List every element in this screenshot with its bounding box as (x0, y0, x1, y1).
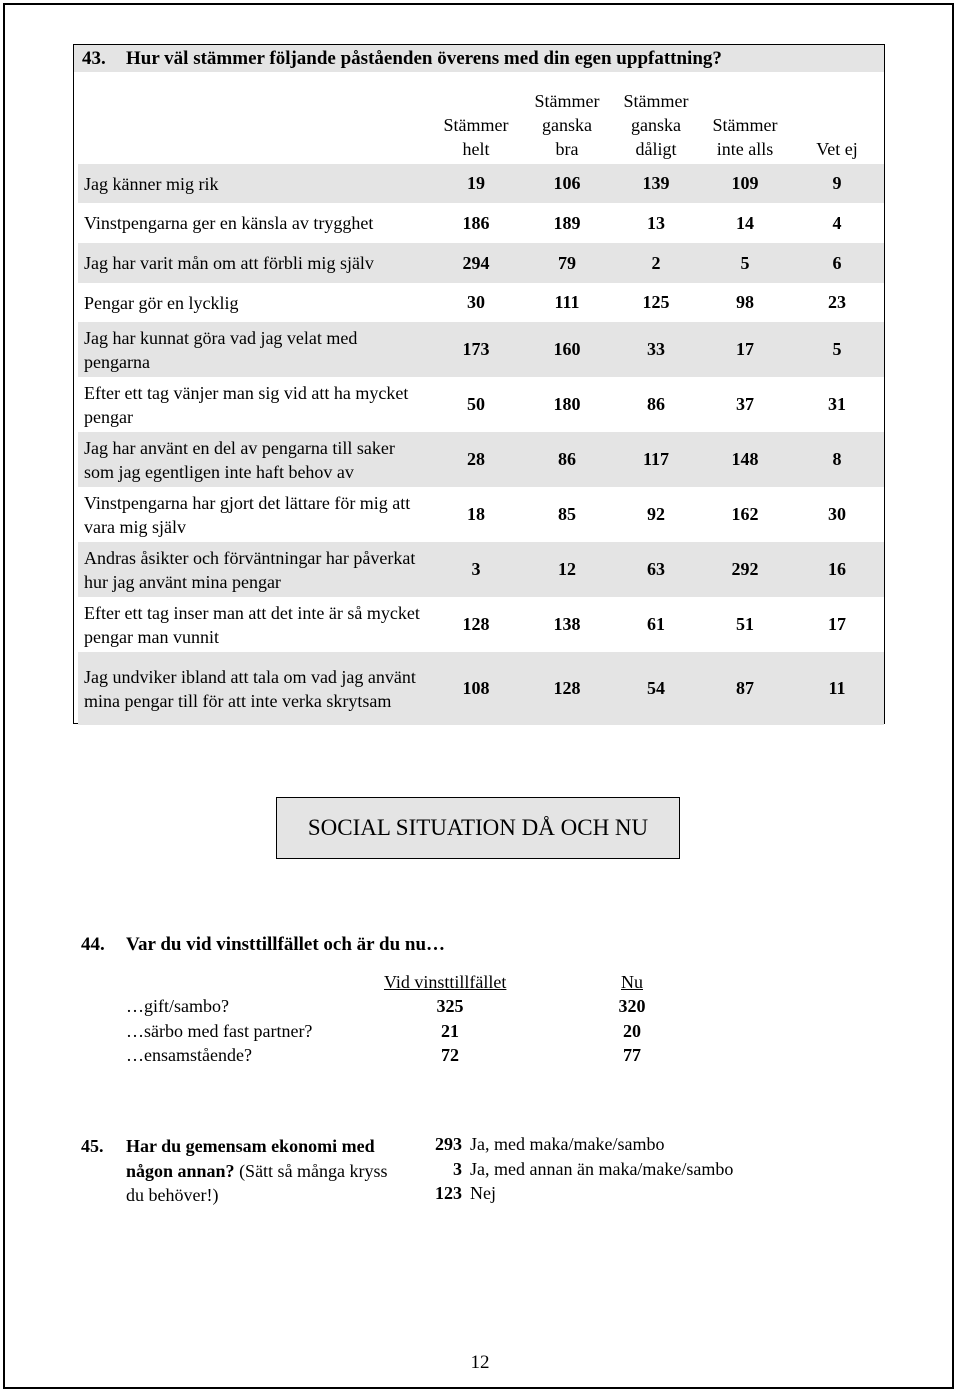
answer-option (420, 1134, 664, 1155)
cell-value: 3 (471, 559, 481, 579)
cell-value: 50 (467, 394, 485, 414)
row-statement: Vinstpengarna har gjort det lättare för mig att vara mig själv (84, 492, 411, 537)
cell-value: 85 (558, 504, 576, 524)
table-row (78, 542, 884, 597)
cell-value: 106 (553, 173, 581, 193)
row-statement: Jag har använt en del av pengarna till saker som jag egentligen inte haft behov av (84, 437, 395, 482)
cell-value: 292 (731, 559, 759, 579)
question-number: 45. (81, 1136, 104, 1156)
column-header-line: Stämmer (712, 115, 778, 135)
question-number: 44. (81, 934, 105, 955)
row-statement: Jag har kunnat göra vad jag velat med pengarna (84, 327, 358, 372)
cell-value: 61 (647, 614, 665, 634)
table-row (78, 377, 884, 432)
cell-value: 139 (642, 173, 670, 193)
row-statement: Jag har varit mån om att förbli mig själv (84, 253, 374, 273)
cell-value: 138 (553, 614, 581, 634)
cell-value: 128 (553, 678, 581, 698)
cell-value: 294 (462, 252, 490, 273)
column-header (428, 113, 524, 161)
cell-value: 79 (558, 252, 576, 273)
column-header-line: helt (462, 139, 490, 159)
column-header-line: ganska (542, 115, 592, 135)
cell-value: 17 (736, 339, 754, 359)
cell-value: 30 (467, 292, 485, 312)
question-43-table (73, 44, 885, 724)
question-number: 43. (82, 48, 106, 69)
table-row (78, 243, 884, 283)
row-statement: Efter ett tag vänjer man sig vid att ha mycket pengar (84, 382, 409, 427)
cell-value: 125 (642, 292, 670, 312)
table-row (78, 283, 884, 322)
cell-value: 128 (462, 614, 490, 634)
cell-value: 30 (828, 504, 846, 524)
answer-option (420, 1183, 496, 1204)
table-row (78, 432, 884, 487)
column-header-line: inte alls (716, 139, 774, 159)
cell-value: 173 (462, 339, 490, 359)
table-row (78, 652, 884, 725)
section-heading: SOCIAL SITUATION DÅ OCH NU (276, 797, 680, 859)
table-row (78, 487, 884, 542)
cell-value: 5 (832, 339, 842, 359)
column-header (519, 89, 615, 161)
cell-value: 162 (731, 504, 759, 524)
cell-value: 109 (731, 173, 759, 193)
table-row (78, 597, 884, 652)
cell-value: 18 (467, 504, 485, 524)
column-header-line: ganska (631, 115, 681, 135)
cell-value: 92 (647, 504, 665, 524)
column-header (697, 113, 793, 161)
column-header-line: Vet ej (816, 139, 858, 159)
column-header-line: bra (555, 139, 579, 159)
cell-value: 160 (553, 339, 581, 359)
page-number: 12 (470, 1352, 490, 1373)
table-row (78, 203, 884, 243)
question-43-title-bar (74, 45, 884, 72)
row-statement: Andras åsikter och förväntningar har påverkat hur jag använt mina pengar (84, 547, 416, 592)
answer-count: 3 (453, 1159, 462, 1179)
answer-count: 123 (435, 1183, 462, 1203)
cell-value: 8 (832, 449, 842, 469)
cell-value: 12 (558, 559, 576, 579)
row-statement: Vinstpengarna ger en känsla av trygghet (84, 213, 374, 233)
cell-value: 98 (736, 292, 754, 312)
cell-value: 63 (647, 559, 665, 579)
cell-value: 16 (828, 559, 846, 579)
row-statement: Efter ett tag inser man att det inte är så mycket pengar man vunnit (84, 602, 420, 647)
cell-value: 148 (731, 449, 759, 469)
cell-value: 117 (642, 449, 669, 469)
table-row (78, 164, 884, 203)
cell-value: 13 (647, 212, 665, 233)
column-header-now: Nu (621, 972, 643, 992)
cell-value: 9 (832, 173, 842, 193)
cell-value: 180 (553, 394, 581, 414)
cell-value: 14 (736, 212, 754, 233)
count-now: 20 (623, 1021, 641, 1041)
cell-value: 6 (832, 252, 842, 273)
table-row (78, 322, 884, 377)
count-now: 320 (618, 996, 646, 1016)
question-title-instruction: (Sätt så många kryss du behöver!) (126, 1160, 388, 1205)
row-statement: Jag undviker ibland att tala om vad jag använt mina pengar till för att inte verka skrytsam (84, 666, 416, 711)
cell-value: 108 (462, 678, 490, 698)
question-title-bold: Har du gemensam ekonomi med någon annan? (126, 1136, 375, 1181)
column-header-line: Stämmer (534, 91, 600, 111)
column-header-then: Vid vinsttillfället (384, 972, 507, 992)
question-45-title (126, 1134, 396, 1208)
count-then: 21 (441, 1021, 459, 1041)
cell-value: 54 (647, 678, 665, 698)
cell-value: 28 (467, 449, 485, 469)
cell-value: 5 (740, 252, 750, 273)
answer-label: Nej (470, 1183, 496, 1203)
cell-value: 87 (736, 678, 754, 698)
cell-value: 86 (647, 394, 665, 414)
answer-option: …ensamstående? (126, 1045, 252, 1065)
cell-value: 11 (828, 678, 846, 698)
column-header-line: dåligt (635, 139, 677, 159)
cell-value: 31 (828, 394, 846, 414)
count-then: 325 (436, 996, 464, 1016)
column-header (608, 89, 704, 161)
answer-label: Ja, med annan än maka/make/sambo (470, 1159, 734, 1179)
cell-value: 86 (558, 449, 576, 469)
cell-value: 23 (828, 292, 846, 312)
answer-option: …särbo med fast partner? (126, 1021, 313, 1041)
answer-option: …gift/sambo? (126, 996, 229, 1016)
cell-value: 111 (554, 292, 580, 312)
cell-value: 4 (832, 212, 842, 233)
count-then: 72 (441, 1045, 459, 1065)
answer-label: Ja, med maka/make/sambo (470, 1134, 665, 1154)
cell-value: 37 (736, 394, 754, 414)
cell-value: 17 (828, 614, 846, 634)
question-title: Hur väl stämmer följande påståenden överens med din egen uppfattning? (126, 48, 722, 69)
cell-value: 51 (736, 614, 754, 634)
answer-option (420, 1159, 733, 1180)
cell-value: 186 (462, 212, 490, 233)
column-header (789, 137, 885, 161)
column-header-line: Stämmer (623, 91, 689, 111)
answer-count: 293 (435, 1134, 462, 1154)
cell-value: 189 (553, 212, 581, 233)
question-title: Var du vid vinsttillfället och är du nu… (126, 934, 446, 955)
count-now: 77 (623, 1045, 641, 1065)
cell-value: 33 (647, 339, 665, 359)
column-header-line: Stämmer (443, 115, 509, 135)
cell-value: 19 (467, 173, 485, 193)
row-statement: Pengar gör en lycklig (84, 292, 239, 313)
cell-value: 2 (651, 252, 661, 273)
row-statement: Jag känner mig rik (84, 173, 219, 194)
